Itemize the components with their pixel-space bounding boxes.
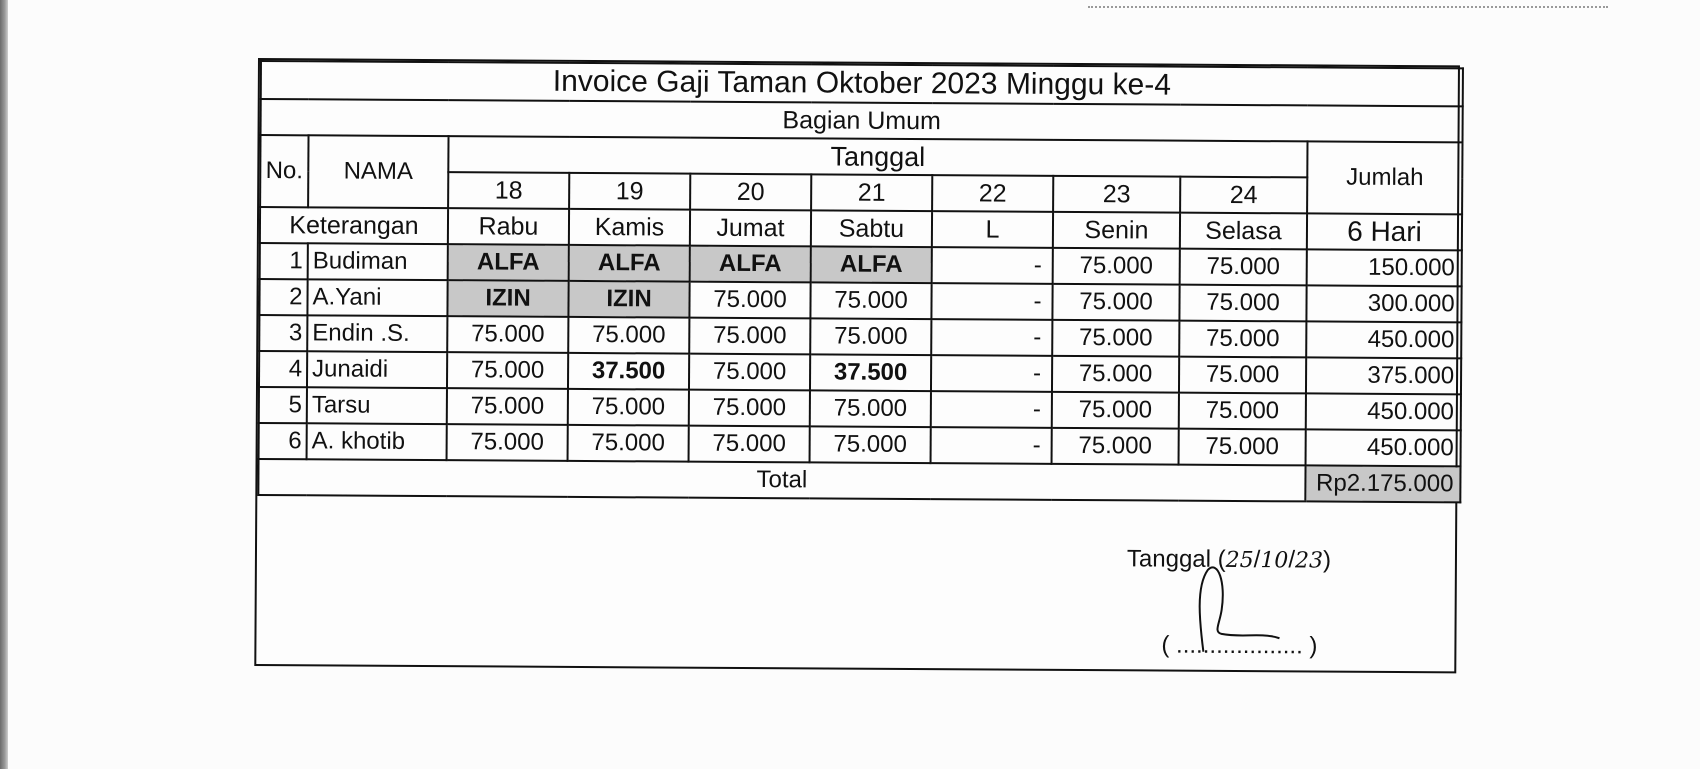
cell-status: IZIN (447, 280, 568, 317)
name-close: ) (1309, 632, 1318, 660)
cell-amount: 75.000 (568, 389, 689, 426)
invoice-sheet (254, 58, 1460, 673)
cell-amount: 75.000 (1052, 392, 1179, 429)
cell-amount: 75.000 (1179, 393, 1306, 430)
cell-amount: 75.000 (568, 425, 689, 462)
row-name: A. khotib (307, 423, 447, 460)
date-cell: 21 (811, 174, 932, 211)
header-nama: NAMA (308, 135, 448, 208)
cell-amount: 75.000 (810, 318, 931, 355)
cell-amount: 75.000 (1179, 285, 1306, 322)
row-no: 6 (259, 423, 307, 459)
date-day: 25 (1225, 547, 1254, 574)
cell-amount: 75.000 (810, 390, 931, 427)
total-days: 6 Hari (1307, 213, 1462, 250)
cell-amount: 75.000 (810, 282, 931, 319)
cell-amount: 75.000 (689, 282, 810, 319)
cell-dash: - (931, 427, 1052, 464)
row-total: 375.000 (1306, 357, 1461, 394)
cell-status: ALFA (448, 244, 569, 281)
scan-marks (1088, 6, 1608, 14)
row-no: 1 (260, 243, 308, 279)
date-cell: 23 (1053, 176, 1180, 213)
date-cell: 22 (932, 175, 1053, 212)
cell-amount-half: 37.500 (568, 353, 689, 390)
cell-amount: 75.000 (1052, 428, 1179, 465)
date-sep: / (1288, 546, 1296, 574)
signature-area (256, 496, 1455, 663)
signature-name (1161, 632, 1317, 661)
date-cell: 19 (569, 173, 690, 210)
cell-amount: 75.000 (689, 354, 810, 391)
date-cell: 18 (448, 172, 569, 209)
total-label: Total (258, 459, 1305, 501)
row-total: 450.000 (1306, 429, 1461, 466)
cell-status: ALFA (811, 246, 932, 283)
cell-amount: 75.000 (1052, 356, 1179, 393)
day-cell: Sabtu (811, 210, 932, 247)
row-name: A.Yani (307, 279, 447, 316)
day-cell: Jumat (690, 210, 811, 247)
date-month: 10 (1260, 548, 1289, 574)
row-total: 150.000 (1307, 249, 1462, 286)
name-open: ( (1161, 631, 1170, 659)
cell-amount: 75.000 (689, 390, 810, 427)
cell-amount: 75.000 (1052, 284, 1179, 321)
cell-amount: 75.000 (1179, 321, 1306, 358)
header-no: No. (260, 135, 308, 207)
day-cell: Selasa (1180, 213, 1307, 250)
invoice-table (257, 60, 1464, 503)
row-name: Junaidi (307, 351, 447, 388)
invoice-title: Invoice Gaji Taman Oktober 2023 Minggu ke-4 (261, 61, 1463, 106)
cell-amount: 75.000 (447, 424, 568, 461)
row-total: 300.000 (1306, 285, 1461, 322)
cell-status: ALFA (690, 246, 811, 283)
row-no: 4 (259, 351, 307, 387)
name-fill: ................... (1176, 631, 1303, 660)
cell-amount: 75.000 (689, 426, 810, 463)
header-keterangan: Keterangan (260, 207, 448, 244)
cell-amount: 75.000 (810, 426, 931, 463)
row-total: 450.000 (1306, 393, 1461, 430)
row-name: Budiman (308, 243, 448, 280)
cell-amount: 75.000 (1180, 249, 1307, 286)
day-cell: L (932, 211, 1053, 248)
cell-amount: 75.000 (1053, 248, 1180, 285)
day-cell: Rabu (448, 208, 569, 245)
cell-dash: - (931, 391, 1052, 428)
row-no: 2 (259, 279, 307, 315)
cell-dash: - (931, 319, 1052, 356)
date-label: Tanggal ( (1126, 545, 1226, 573)
cell-status: IZIN (568, 281, 689, 318)
cell-amount: 75.000 (447, 388, 568, 425)
cell-amount: 75.000 (447, 352, 568, 389)
day-cell: Kamis (569, 209, 690, 246)
cell-amount: 75.000 (689, 318, 810, 355)
cell-amount: 75.000 (1179, 429, 1306, 466)
grand-total: Rp2.175.000 (1305, 465, 1460, 502)
date-cell: 24 (1180, 177, 1307, 214)
cell-dash: - (931, 355, 1052, 392)
row-no: 3 (259, 315, 307, 351)
header-tanggal: Tanggal (448, 136, 1307, 177)
row-name: Endin .S. (307, 315, 447, 352)
row-name: Tarsu (307, 387, 447, 424)
row-total: 450.000 (1306, 321, 1461, 358)
cell-amount: 75.000 (1179, 357, 1306, 394)
cell-amount-half: 37.500 (810, 354, 931, 391)
cell-amount: 75.000 (447, 316, 568, 353)
cell-amount: 75.000 (568, 317, 689, 354)
header-jumlah: Jumlah (1307, 141, 1463, 214)
date-close: ) (1322, 546, 1332, 574)
scan-edge (0, 0, 8, 769)
cell-amount: 75.000 (1052, 320, 1179, 357)
date-sep: / (1253, 546, 1261, 574)
cell-dash: - (931, 283, 1052, 320)
cell-status: ALFA (569, 245, 690, 282)
date-cell: 20 (690, 174, 811, 211)
date-year: 23 (1294, 548, 1324, 574)
day-cell: Senin (1053, 212, 1180, 249)
row-no: 5 (259, 387, 307, 423)
cell-dash: - (932, 247, 1053, 284)
section-title: Bagian Umum (261, 99, 1463, 142)
